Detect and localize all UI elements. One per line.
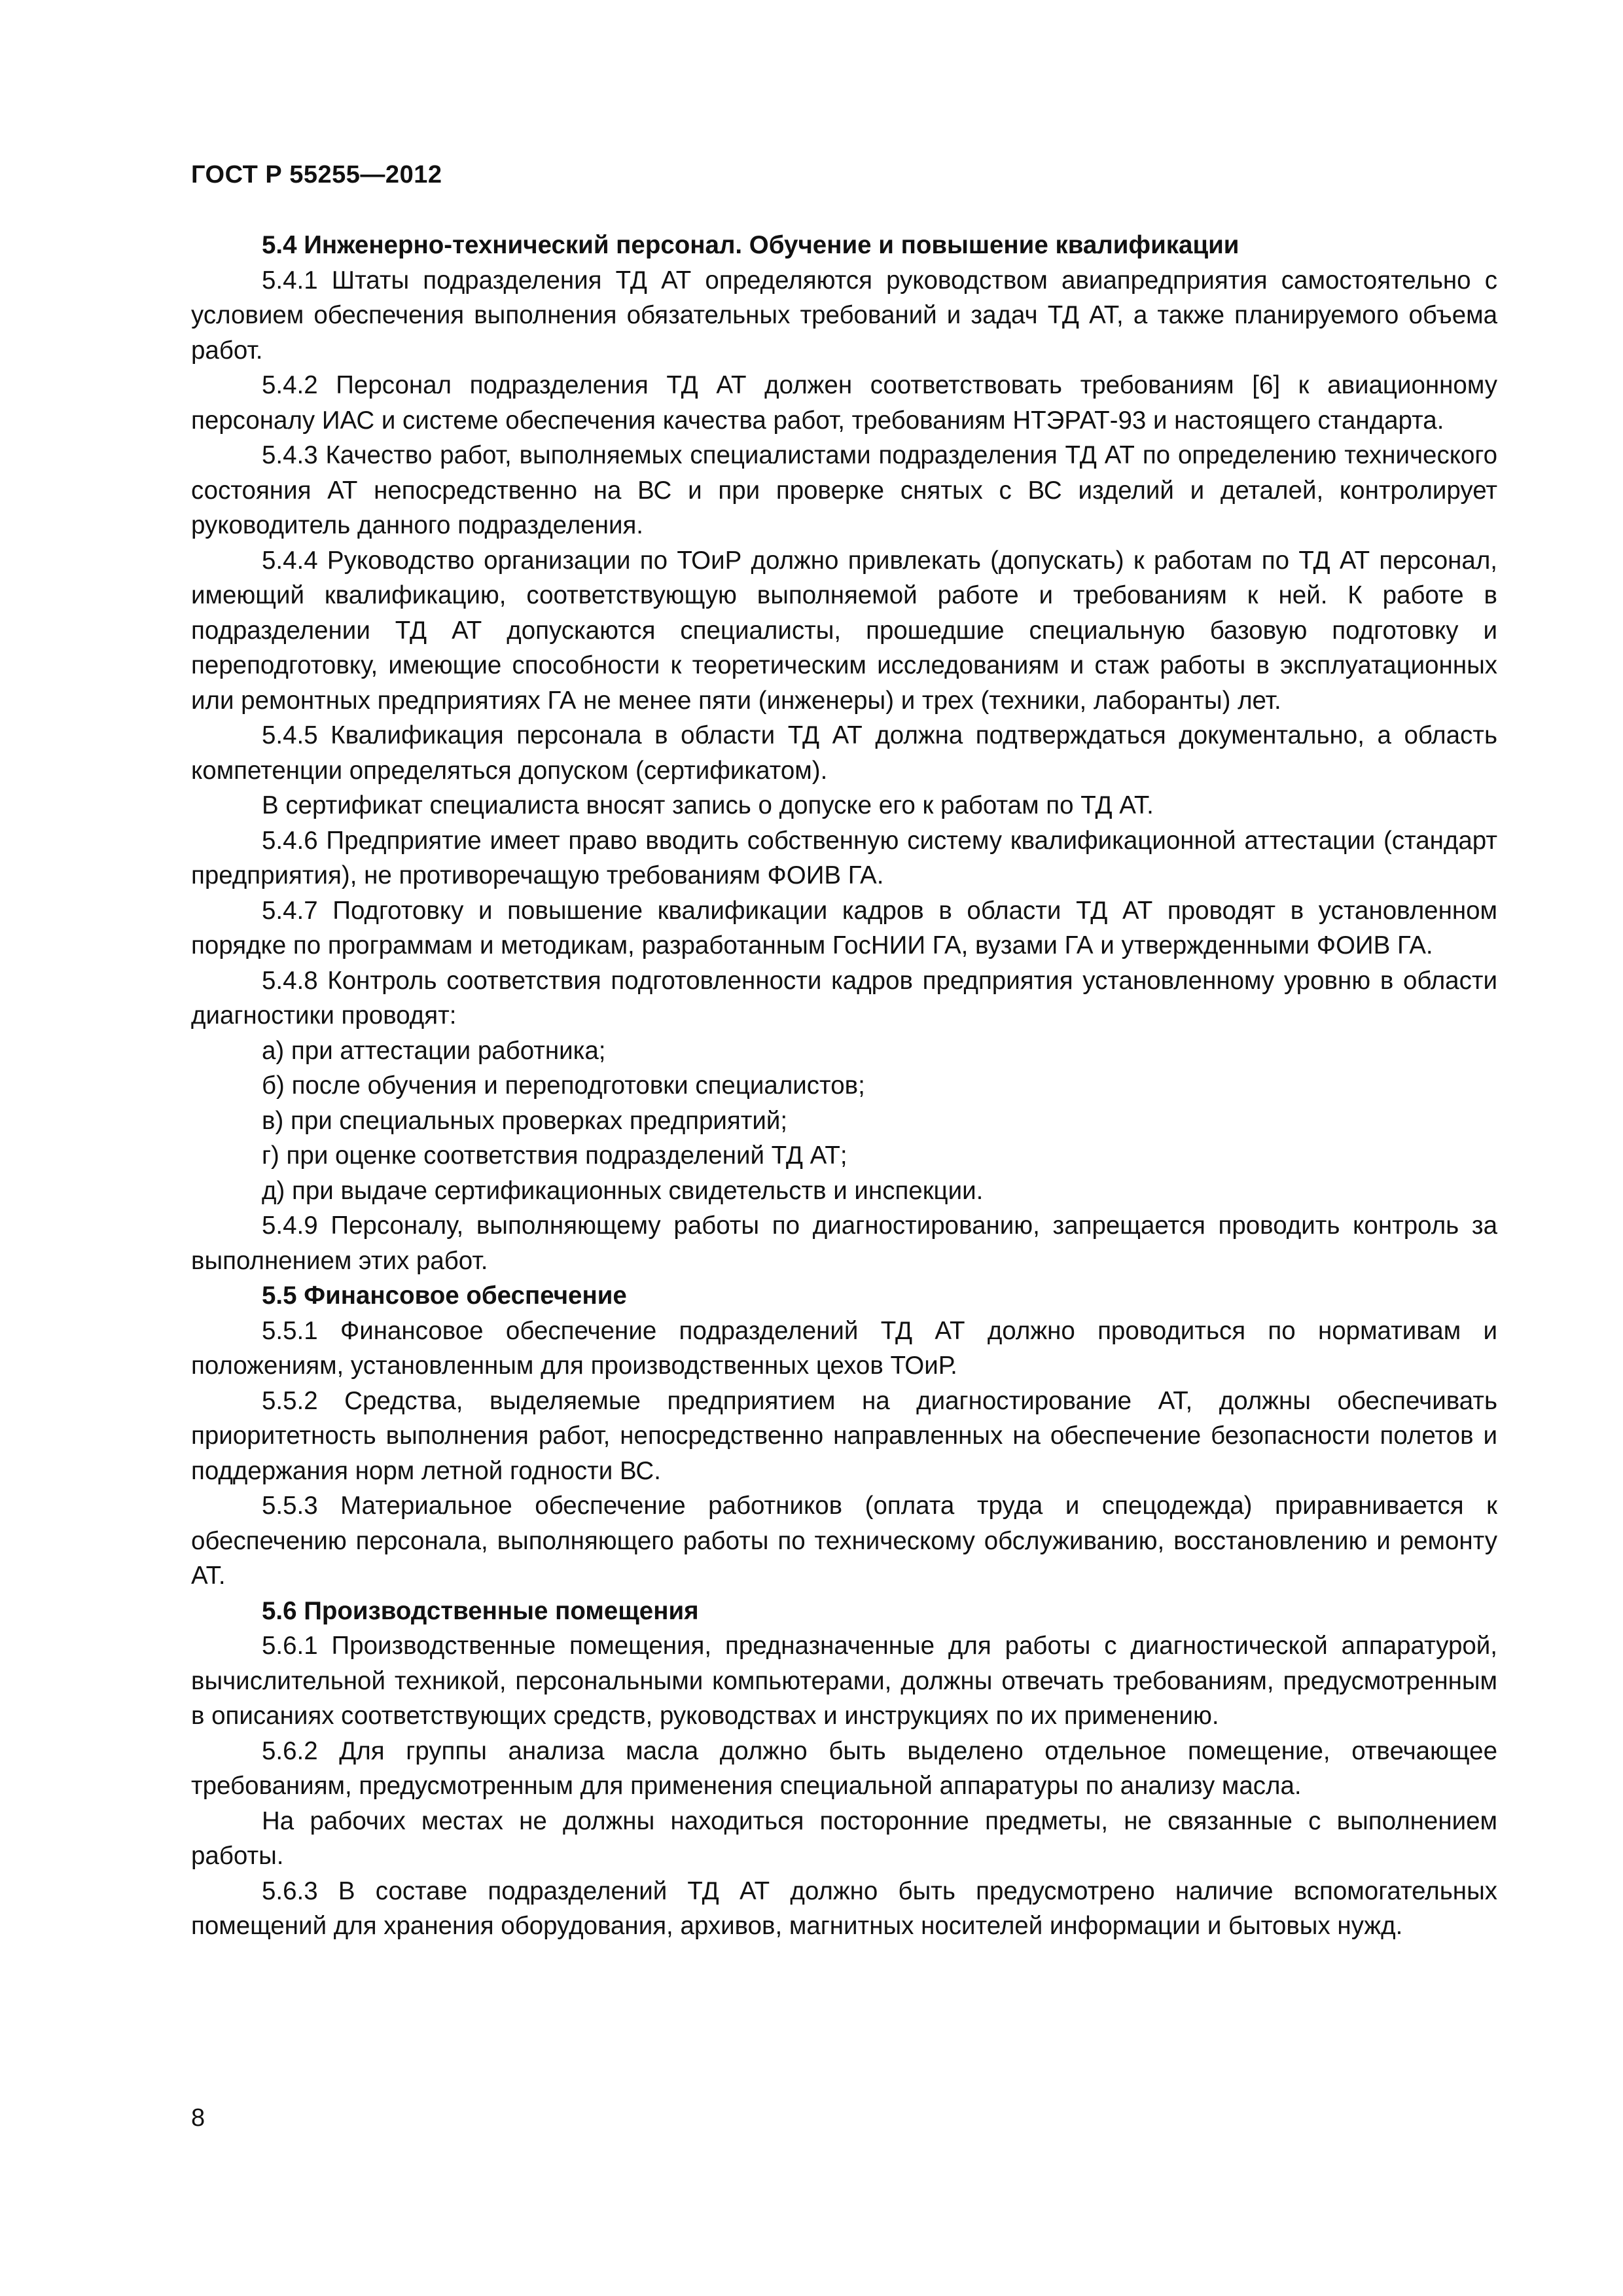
- paragraph-5-6-3: 5.6.3 В составе подразделений ТД АТ должно быть предусмотрено наличие вспомогательных помещений для хранения оборудования, архивов, магнитных носителей информации и бытовых нужд.: [191, 1876, 1497, 1940]
- paragraph-5-4-9: 5.4.9 Персоналу, выполняющему работы по диагностированию, запрещается проводить контроль за выполнением этих работ.: [191, 1211, 1497, 1275]
- paragraph-5-4-5: 5.4.5 Квалификация персонала в области ТД АТ должна подтверждаться документально, а область компетенции определяться допуском (сертификатом).: [191, 721, 1497, 785]
- paragraph-5-4-7: 5.4.7 Подготовку и повышение квалификации кадров в области ТД АТ проводят в установленном порядке по программам и методикам, разработанным ГосНИИ ГА, вузами ГА и утвержденными ФОИВ ГА.: [191, 896, 1497, 960]
- paragraph-5-5-3: 5.5.3 Материальное обеспечение работников (оплата труда и спецодежда) приравнивается к обеспечению персонала, выполняющего работы по техническому обслуживанию, восстановлению и ремонту АТ.: [191, 1492, 1497, 1590]
- paragraph-5-4-2: 5.4.2 Персонал подразделения ТД АТ должен соответствовать требованиям [6] к авиационному персоналу ИАС и системе обеспечения качества работ, требованиям НТЭРАТ-93 и настоящего стандарта.: [191, 371, 1497, 435]
- paragraph-5-4-6: 5.4.6 Предприятие имеет право вводить собственную систему квалификационной аттестации (стандарт предприятия), не противоречащую требованиям ФОИВ ГА.: [191, 826, 1497, 889]
- paragraph-5-6-1: 5.6.1 Производственные помещения, предназначенные для работы с диагностической аппаратурой, вычислительной техникой, персональными компьютерами, должны отвечать требованиям, предусмотренным в описаниях соответствующих средств, руководствах и инструкциях по их применению.: [191, 1632, 1497, 1730]
- list-item: г) при оценке соответствия подразделений ТД АТ;: [262, 1141, 847, 1170]
- paragraph-5-4-3: 5.4.3 Качество работ, выполняемых специалистами подразделения ТД АТ по определению технического состояния АТ непосредственно на ВС и при проверке снятых с ВС изделий и деталей, контролирует руководитель данного подразделения.: [191, 441, 1497, 539]
- paragraph-5-6-2-note: На рабочих местах не должны находиться посторонние предметы, не связанные с выполнением работы.: [191, 1806, 1497, 1870]
- paragraph-5-4-4: 5.4.4 Руководство организации по ТОиР должно привлекать (допускать) к работам по ТД АТ персонал, имеющий квалификацию, соответствующую выполняемой работе и требованиям к ней. К работе в подразделении ТД АТ допускаются специалисты, прошедшие специальную базовую подготовку и переподготовку, имеющие способности к теоретическим исследованиям и стаж работы в эксплуатационных или ремонтных предприятиях ГА не менее пяти (инженеры) и трех (техники, лаборанты) лет.: [191, 546, 1497, 715]
- document-header: ГОСТ Р 55255—2012: [191, 161, 442, 188]
- paragraph-5-5-2: 5.5.2 Средства, выделяемые предприятием на диагностирование АТ, должны обеспечивать приоритетность выполнения работ, непосредственно направленных на обеспечение безопасности полетов и поддержания норм летной годности ВС.: [191, 1386, 1497, 1485]
- document-body: [191, 228, 1497, 1944]
- paragraph-5-6-2: 5.6.2 Для группы анализа масла должно быть выделено отдельное помещение, отвечающее требованиям, предусмотренным для применения специальной аппаратуры по анализу масла.: [191, 1736, 1497, 1800]
- section-5-6-title: 5.6 Производственные помещения: [262, 1596, 699, 1625]
- list-item: а) при аттестации работника;: [262, 1036, 606, 1065]
- page-number: 8: [191, 2104, 205, 2132]
- paragraph-5-5-1: 5.5.1 Финансовое обеспечение подразделений ТД АТ должно проводиться по нормативам и положениям, установленным для производственных цехов ТОиР.: [191, 1316, 1497, 1380]
- section-5-4-title: 5.4 Инженерно-технический персонал. Обучение и повышение квалификации: [262, 231, 1240, 259]
- list-item: д) при выдаче сертификационных свидетельств и инспекции.: [262, 1176, 984, 1205]
- paragraph-5-4-8: 5.4.8 Контроль соответствия подготовленности кадров предприятия установленному уровню в области диагностики проводят:: [191, 966, 1497, 1030]
- list-item: б) после обучения и переподготовки специалистов;: [262, 1071, 865, 1100]
- paragraph-5-4-5-note: В сертификат специалиста вносят запись о допуске его к работам по ТД АТ.: [262, 791, 1154, 819]
- paragraph-5-4-1: 5.4.1 Штаты подразделения ТД АТ определяются руководством авиапредприятия самостоятельно с условием обеспечения выполнения обязательных требований и задач ТД АТ, а также планируемого объема работ.: [191, 266, 1497, 365]
- list-item: в) при специальных проверках предприятий;: [262, 1106, 788, 1135]
- section-5-5-title: 5.5 Финансовое обеспечение: [262, 1282, 627, 1310]
